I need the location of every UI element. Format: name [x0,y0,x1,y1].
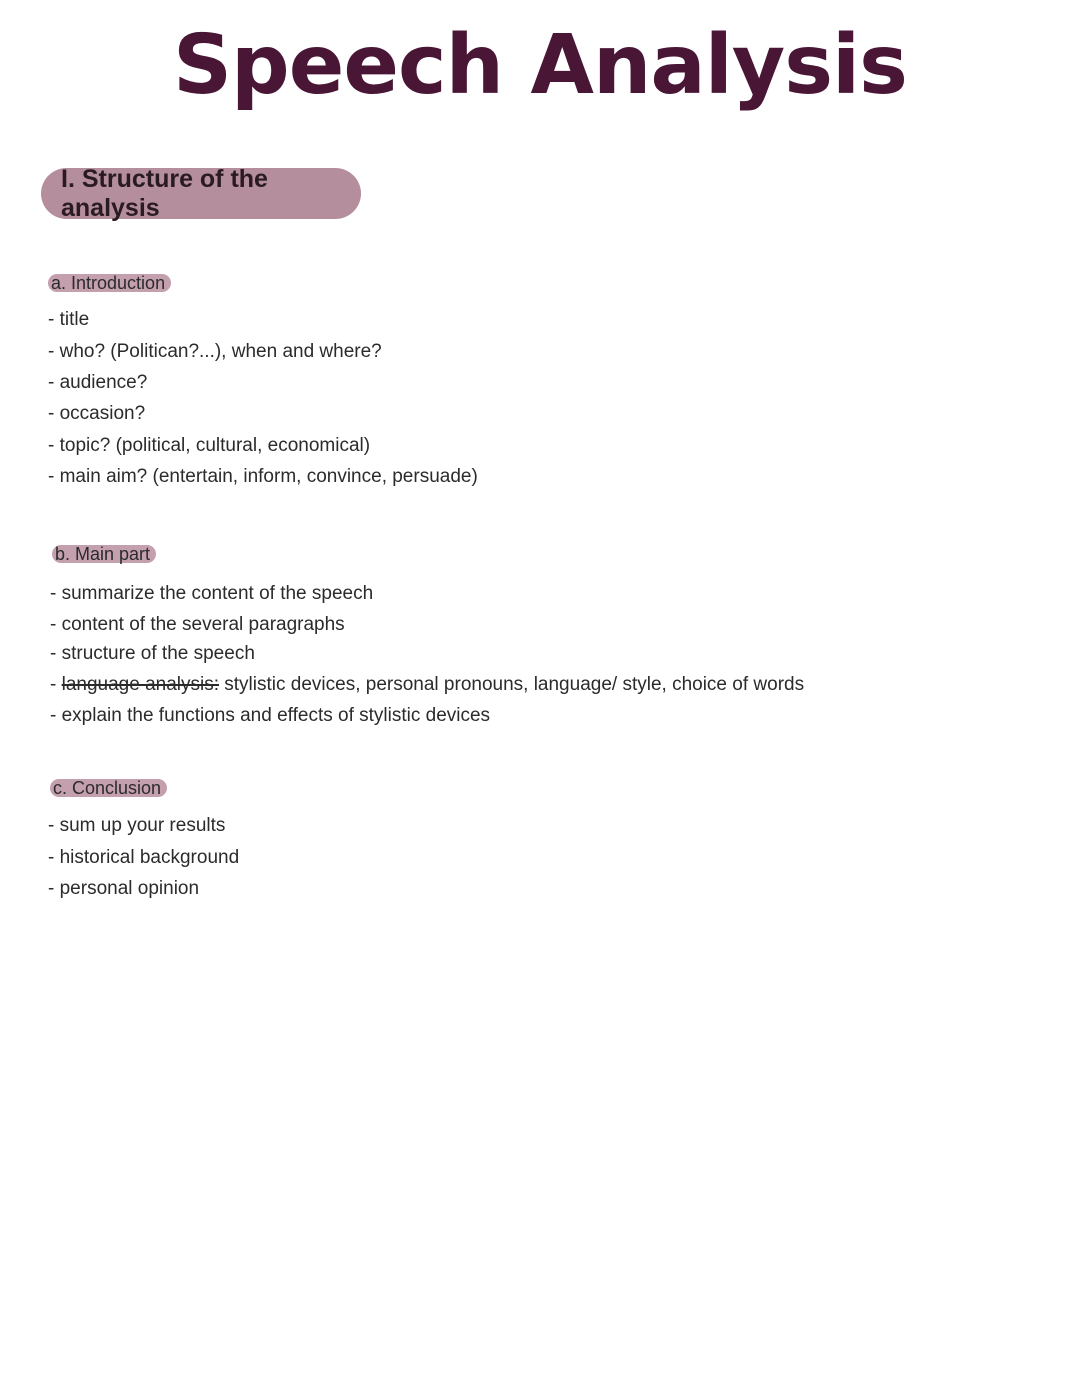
language-dash: - [50,674,62,695]
list-item: - structure of the speech [50,643,255,664]
list-item: - topic? (political, cultural, economical) [48,435,371,456]
list-item: - title [48,309,90,330]
list-item: - personal opinion [48,878,200,899]
language-analysis-text: stylistic devices, personal pronouns, language/ style, choice of words [219,674,805,695]
list-item: - historical background [48,847,240,868]
list-item: - content of the several paragraphs [50,614,345,635]
list-item: - occasion? [48,403,146,424]
main-part-heading: b. Main part [52,545,156,563]
list-item: - explain the functions and effects of stylistic devices [50,705,491,726]
section-heading-pill [41,164,361,222]
list-item: - main aim? (entertain, inform, convince, persuade) [48,466,478,487]
introduction-heading: a. Introduction [48,274,171,292]
list-item: - audience? [48,372,148,393]
list-item: - summarize the content of the speech [50,583,374,604]
page-title: Speech Analysis [173,18,907,113]
conclusion-heading: c. Conclusion [50,779,167,797]
list-item: - who? (Politican?...), when and where? [48,341,382,362]
list-item-language-analysis [50,674,804,696]
language-analysis-label: language analysis: [61,674,219,695]
section-heading: I. Structure of the analysis [61,164,268,222]
list-item: - sum up your results [48,815,226,836]
